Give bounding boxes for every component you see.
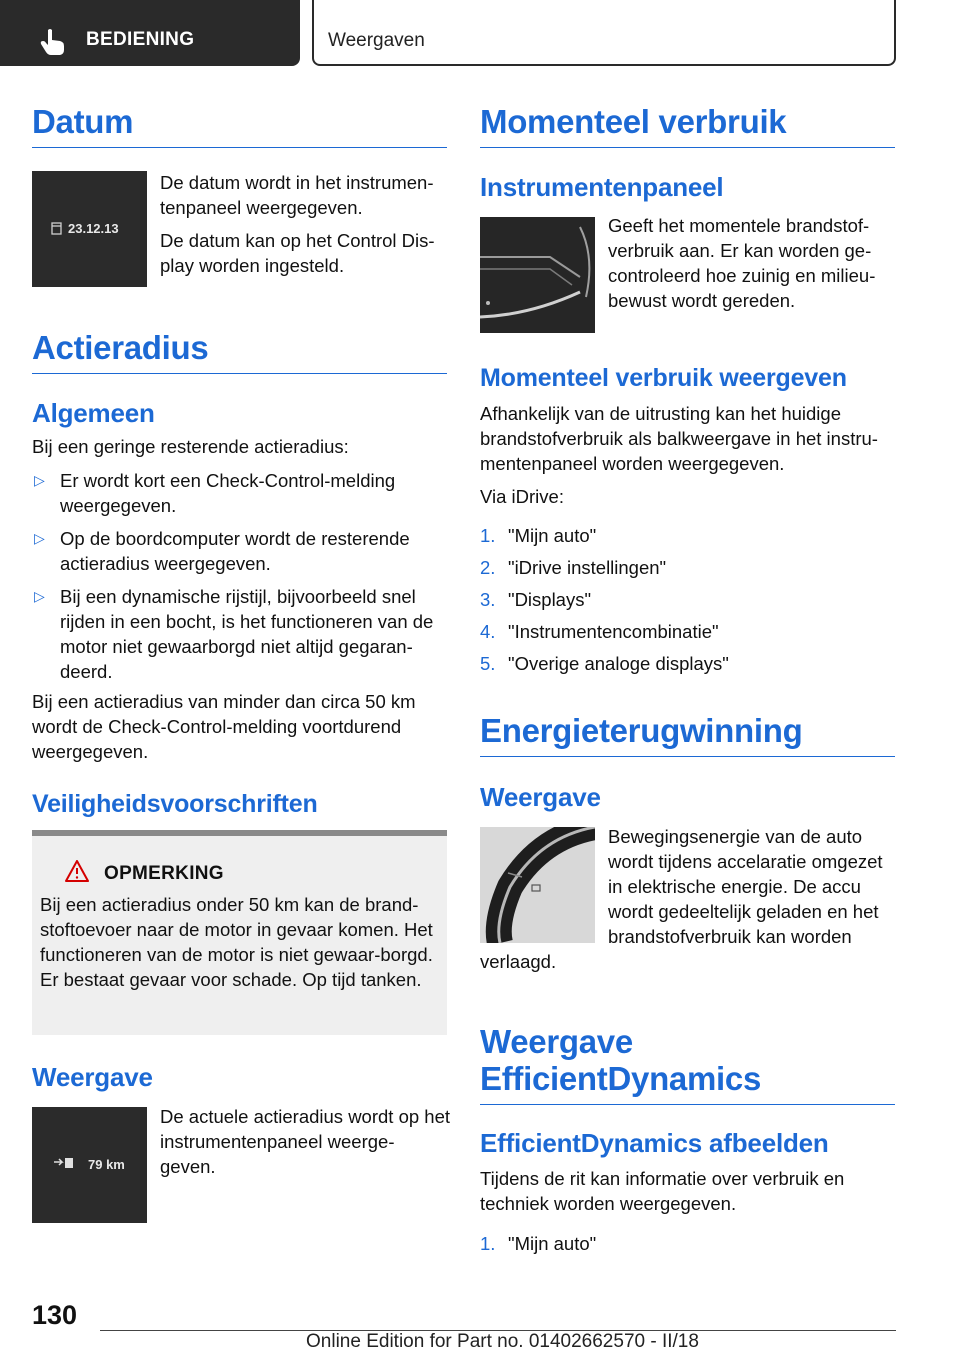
efficientdynamics-gauge-image	[480, 827, 595, 943]
numbered-step: 2. "iDrive instellingen"	[480, 557, 667, 578]
efficientdynamics-gauge-graphic	[480, 827, 595, 943]
datum-paragraph-2: De datum kan op het Control Dis-play worden ingesteld.	[160, 230, 435, 276]
actieradius-paragraph: Bij een actieradius van minder dan circa 50 km wordt de Check-Control-melding voortdurend weergegeven.	[32, 691, 416, 762]
page-number: 130	[32, 1300, 78, 1330]
consumption-gauge-graphic	[480, 217, 595, 333]
weergave-text-left: De actuele actieradius wordt op het instrumentenpaneel weerge-geven.	[160, 1106, 451, 1177]
triangle-bullet-icon: ▷	[34, 530, 45, 546]
section-tab	[0, 0, 300, 66]
warning-note	[32, 830, 447, 1035]
heading-weergave-efficientdynamics: Weergave EfficientDynamics	[480, 1024, 895, 1105]
heading-veiligheid: Veiligheidsvoorschriften	[32, 790, 318, 818]
heading-energieterugwinning: Energieterugwinning	[480, 713, 895, 757]
numbered-step: 1. "Mijn auto"	[480, 1233, 597, 1254]
numbered-step: 3. "Displays"	[480, 589, 592, 610]
date-display-image	[32, 171, 147, 287]
momenteel-weergeven-text: Afhankelijk van de uitrusting kan het huidige brandstofverbruik als balkweergave in het instru-mentenpaneel worden weergegeven.	[480, 403, 878, 474]
heading-instrumentenpaneel: Instrumentenpaneel	[480, 172, 724, 202]
triangle-bullet-icon: ▷	[34, 472, 45, 488]
hand-pointer-icon	[40, 28, 66, 56]
heading-weergave-left: Weergave	[32, 1062, 153, 1092]
bullet-item: ▷ Op de boordcomputer wordt de resterende actieradius weergegeven.	[34, 528, 410, 574]
heading-momenteel-weergeven: Momenteel verbruik weergeven	[480, 364, 847, 392]
heading-actieradius: Actieradius	[32, 330, 447, 374]
bullet-item: ▷ Er wordt kort een Check-Control-melding weergegeven.	[34, 470, 396, 516]
bullet-item: ▷ Bij een dynamische rijstijl, bijvoorbeeld snel rijden in een bocht, is het functioneren van de motor niet gewaarborgd niet altijd gegaran-deerd.	[34, 586, 434, 682]
datum-paragraph-1: De datum wordt in het instrumen-tenpaneel weergegeven.	[160, 172, 434, 218]
energie-text: Bewegingsenergie van de auto wordt tijdens accelaratie omgezet in elektrische energie. De accu wordt gedeeltelijk geladen en het brandstofverbruik kan worden	[608, 826, 883, 947]
heading-algemeen: Algemeen	[32, 398, 155, 428]
numbered-step: 4. "Instrumentencombinatie"	[480, 621, 719, 642]
range-display-image	[32, 1107, 147, 1223]
instrumentenpaneel-text: Geeft het momentele brandstof-verbruik aan. Er kan worden ge-controleerd hoe zuinig en milieu-bewust wordt gereden.	[608, 215, 876, 311]
section-title: BEDIENING	[86, 29, 195, 50]
numbered-step: 1. "Mijn auto"	[480, 525, 597, 546]
footer-edition: Online Edition for Part no. 01402662570 - II/18	[306, 1331, 699, 1352]
fuel-pump-icon	[65, 1158, 73, 1168]
numbered-step: 5. "Overige analoge displays"	[480, 653, 729, 674]
date-value: 23.12.13	[68, 221, 119, 236]
heading-weergave-right: Weergave	[480, 782, 601, 812]
range-value: 79 km	[88, 1157, 125, 1172]
breadcrumb-label: Weergaven	[328, 30, 425, 51]
heading-momenteel: Momenteel verbruik	[480, 104, 895, 148]
note-body: Bij een actieradius onder 50 km kan de brand-stoftoevoer naar de motor in gevaar komen. Het functioneren van de motor is niet gewaar-borgd. Er bestaat gevaar voor schade. Op tijd tanken.	[40, 894, 433, 990]
efficientdynamics-text: Tijdens de rit kan informatie over verbruik en techniek worden weergegeven.	[480, 1168, 845, 1214]
consumption-gauge-image	[480, 217, 595, 333]
algemeen-intro: Bij een geringe resterende actieradius:	[32, 436, 349, 457]
triangle-bullet-icon: ▷	[34, 588, 45, 604]
via-idrive-label: Via iDrive:	[480, 486, 564, 507]
breadcrumb	[312, 0, 896, 66]
warning-triangle-icon	[65, 860, 89, 882]
energie-text-continued: verlaagd.	[480, 951, 557, 972]
note-title: OPMERKING	[104, 863, 224, 884]
page-header	[0, 0, 960, 66]
heading-efficientdynamics-afbeelden: EfficientDynamics afbeelden	[480, 1128, 829, 1158]
heading-datum: Datum	[32, 104, 447, 148]
